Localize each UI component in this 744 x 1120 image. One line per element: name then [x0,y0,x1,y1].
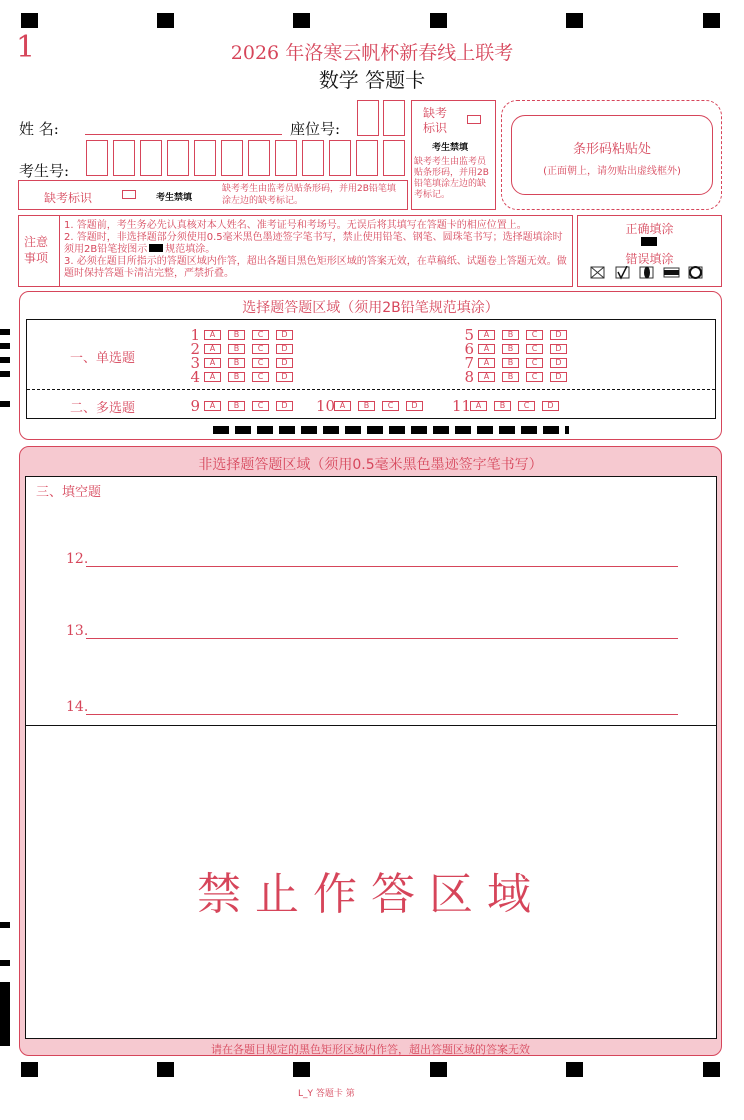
wrong-check-icon [616,266,629,278]
question-row-4 [186,367,300,386]
option-bubble-b[interactable]: B [228,401,245,411]
option-bubble-d[interactable]: D [550,372,567,382]
absent-mark-note: 缺考考生由监考员贴条形码，并用2B铅笔填涂左边的缺考标记。 [414,157,489,200]
option-bubble-c[interactable]: C [518,401,535,411]
absent-mark-label: 缺考 标识 [423,106,448,135]
seat-box[interactable] [383,100,405,136]
multi-choice-label: 二、多选题 [70,401,136,416]
option-bubble-b[interactable]: B [494,401,511,411]
exam-no-box[interactable] [383,140,405,176]
name-field[interactable] [85,134,282,135]
exam-no-box[interactable] [356,140,378,176]
option-bubble-d[interactable]: D [542,401,559,411]
fill-blank-label: 三、填空题 [36,485,102,500]
exam-no-box[interactable] [113,140,135,176]
nonchoice-title: 非选择题答题区域（须用0.5毫米黑色墨迹签字笔书写） [198,457,543,473]
wrong-dash-icon [664,268,679,277]
barcode-hint: (正面朝上，请勿贴出虚线框外) [543,166,681,177]
option-bubble-b[interactable]: B [228,330,245,340]
option-bubble-b[interactable]: B [358,401,375,411]
option-bubble-d[interactable]: D [276,358,293,368]
exam-no-box[interactable] [275,140,297,176]
option-bubble-a[interactable]: A [478,372,495,382]
option-bubble-c[interactable]: C [252,372,269,382]
notice-item: 3. 必须在题目所指示的答题区域内作答，超出各题目黑色矩形区域的答案无效，在草稿纸、试题卷上答题无效。做题时保持答题卡清洁完整，严禁折叠。 [64,256,567,279]
timing-mark [703,13,720,28]
option-bubble-a[interactable]: A [204,358,221,368]
nonchoice-divider [26,725,716,726]
timing-mark [293,13,310,28]
question-row-5 [460,325,574,344]
question-number: 7 [464,353,474,372]
name-label: 姓 名: [19,120,59,138]
question-row-7 [460,353,574,372]
option-bubble-d[interactable]: D [550,330,567,340]
option-bubble-a[interactable]: A [334,401,351,411]
seat-box[interactable] [357,100,379,136]
choice-divider [27,389,715,390]
question-number: 9 [190,396,200,415]
option-bubble-c[interactable]: C [252,344,269,354]
question-number: 5 [464,325,474,344]
wrong-fill-label: 错误填涂 [625,252,674,266]
wrong-circle-icon [689,267,702,278]
timing-mark [0,329,10,335]
timing-mark [430,13,447,28]
notice-list [64,220,569,280]
timing-mark [0,922,10,928]
timing-mark [21,1062,38,1077]
option-bubble-b[interactable]: B [502,358,519,368]
timing-mark [703,1062,720,1077]
question-row-11 [452,396,566,415]
absent-label: 缺考标识 [44,191,93,205]
absent-mark-checkbox[interactable] [467,115,481,124]
question-row-9 [186,396,300,415]
timing-mark [0,371,10,377]
question-number: 1 [190,325,200,344]
question-number: 10 [316,396,336,415]
nonchoice-footer-note: 请在各题目规定的黑色矩形区域内作答，超出答题区域的答案无效 [211,1043,530,1056]
nonchoice-answer-box [25,476,717,1039]
question-row-3 [186,353,300,372]
question-number: 11 [452,396,472,415]
timing-mark [0,401,10,407]
question-row-8 [460,367,574,386]
blank-line-13[interactable] [86,638,678,639]
blank-number: 13. [66,623,89,639]
wrong-fill-samples [590,266,710,280]
timing-mark [0,982,10,1046]
timing-mark [21,13,38,28]
exam-title: 2026 年洛寒云帆杯新春线上联考 [230,42,514,64]
timing-mark [566,13,583,28]
forbidden-zone-text: 禁止作答区域 [197,869,545,920]
blank-number: 12. [66,551,89,567]
exam-no-box[interactable] [221,140,243,176]
option-bubble-b[interactable]: B [502,372,519,382]
timing-mark [430,1062,447,1077]
page-number: 1 [16,30,36,65]
question-row-10 [316,396,430,415]
staff-only-label: 考生禁填 [432,143,469,153]
blank-line-14[interactable] [86,714,678,715]
option-bubble-a[interactable]: A [204,372,221,382]
option-bubble-c[interactable]: C [526,330,543,340]
question-number: 4 [190,367,200,386]
barcode-title: 条形码粘贴处 [572,142,651,157]
option-bubble-d[interactable]: D [276,330,293,340]
staff-only-label: 考生禁填 [156,193,193,203]
option-bubble-d[interactable]: D [276,344,293,354]
blank-line-12[interactable] [86,566,678,567]
option-bubble-a[interactable]: A [478,330,495,340]
timing-mark [157,13,174,28]
option-bubble-b[interactable]: B [228,344,245,354]
exam-no-box[interactable] [86,140,108,176]
absent-note: 缺考考生由监考员贴条形码，并用2B铅笔填涂左边的缺考标记。 [222,184,396,206]
option-bubble-a[interactable]: A [470,401,487,411]
exam-no-box[interactable] [140,140,162,176]
timing-mark [0,343,10,349]
blank-number: 14. [66,699,89,715]
option-bubble-c[interactable]: C [526,358,543,368]
question-row-1 [186,325,300,344]
option-bubble-b[interactable]: B [228,372,245,382]
notice-item: 2. 答题时，非选择题部分须使用0.5毫米黑色墨迹签字笔书写，禁止使用铅笔、钢笔、圆珠笔书写；选择题填涂时须用2B铅笔按图示 规范填涂。 [64,232,563,255]
timing-mark-strip [213,426,569,434]
choice-title: 选择题答题区域（须用2B铅笔规范填涂） [242,300,499,316]
option-bubble-a[interactable]: A [478,358,495,368]
option-bubble-d[interactable]: D [406,401,423,411]
question-number: 3 [190,353,200,372]
exam-no-box[interactable] [248,140,270,176]
question-row-6 [460,339,574,358]
exam-no-box[interactable] [194,140,216,176]
seat-label: 座位号: [290,120,341,138]
timing-mark [0,960,10,966]
option-bubble-d[interactable]: D [550,344,567,354]
single-choice-label: 一、单选题 [70,351,136,366]
question-number: 6 [464,339,474,358]
option-bubble-c[interactable]: C [526,372,543,382]
timing-mark [0,357,10,363]
absent-checkbox[interactable] [122,190,136,199]
option-bubble-d[interactable]: D [550,358,567,368]
footer-label: L_Y 答题卡 第 [298,1089,355,1099]
option-bubble-a[interactable]: A [478,344,495,354]
timing-mark [157,1062,174,1077]
exam-no-box[interactable] [167,140,189,176]
filled-sample-icon [149,244,163,252]
timing-mark [293,1062,310,1077]
option-bubble-d[interactable]: D [276,401,293,411]
option-bubble-c[interactable]: C [382,401,399,411]
option-bubble-b[interactable]: B [502,330,519,340]
exam-no-box[interactable] [302,140,324,176]
option-bubble-a[interactable]: A [204,401,221,411]
option-bubble-c[interactable]: C [252,401,269,411]
option-bubble-c[interactable]: C [526,344,543,354]
timing-mark [566,1062,583,1077]
exam-no-box[interactable] [329,140,351,176]
exam-no-label: 考生号: [19,162,70,180]
option-bubble-a[interactable]: A [204,344,221,354]
question-number: 2 [190,339,200,358]
correct-fill-sample [641,237,657,246]
correct-fill-label: 正确填涂 [625,222,674,236]
option-bubble-b[interactable]: B [502,344,519,354]
option-bubble-b[interactable]: B [228,358,245,368]
wrong-cross-icon [591,267,604,278]
question-row-2 [186,339,300,358]
option-bubble-c[interactable]: C [252,358,269,368]
option-bubble-c[interactable]: C [252,330,269,340]
notice-label: 注意事项 [24,235,49,265]
question-number: 8 [464,367,474,386]
wrong-partial-icon [640,267,653,279]
card-title: 数学 答题卡 [318,68,426,92]
option-bubble-a[interactable]: A [204,330,221,340]
notice-item: 1. 答题前，考生务必先认真核对本人姓名、准考证号和考场号。无误后将其填写在答题卡的相应位置上。 [64,220,527,231]
option-bubble-d[interactable]: D [276,372,293,382]
